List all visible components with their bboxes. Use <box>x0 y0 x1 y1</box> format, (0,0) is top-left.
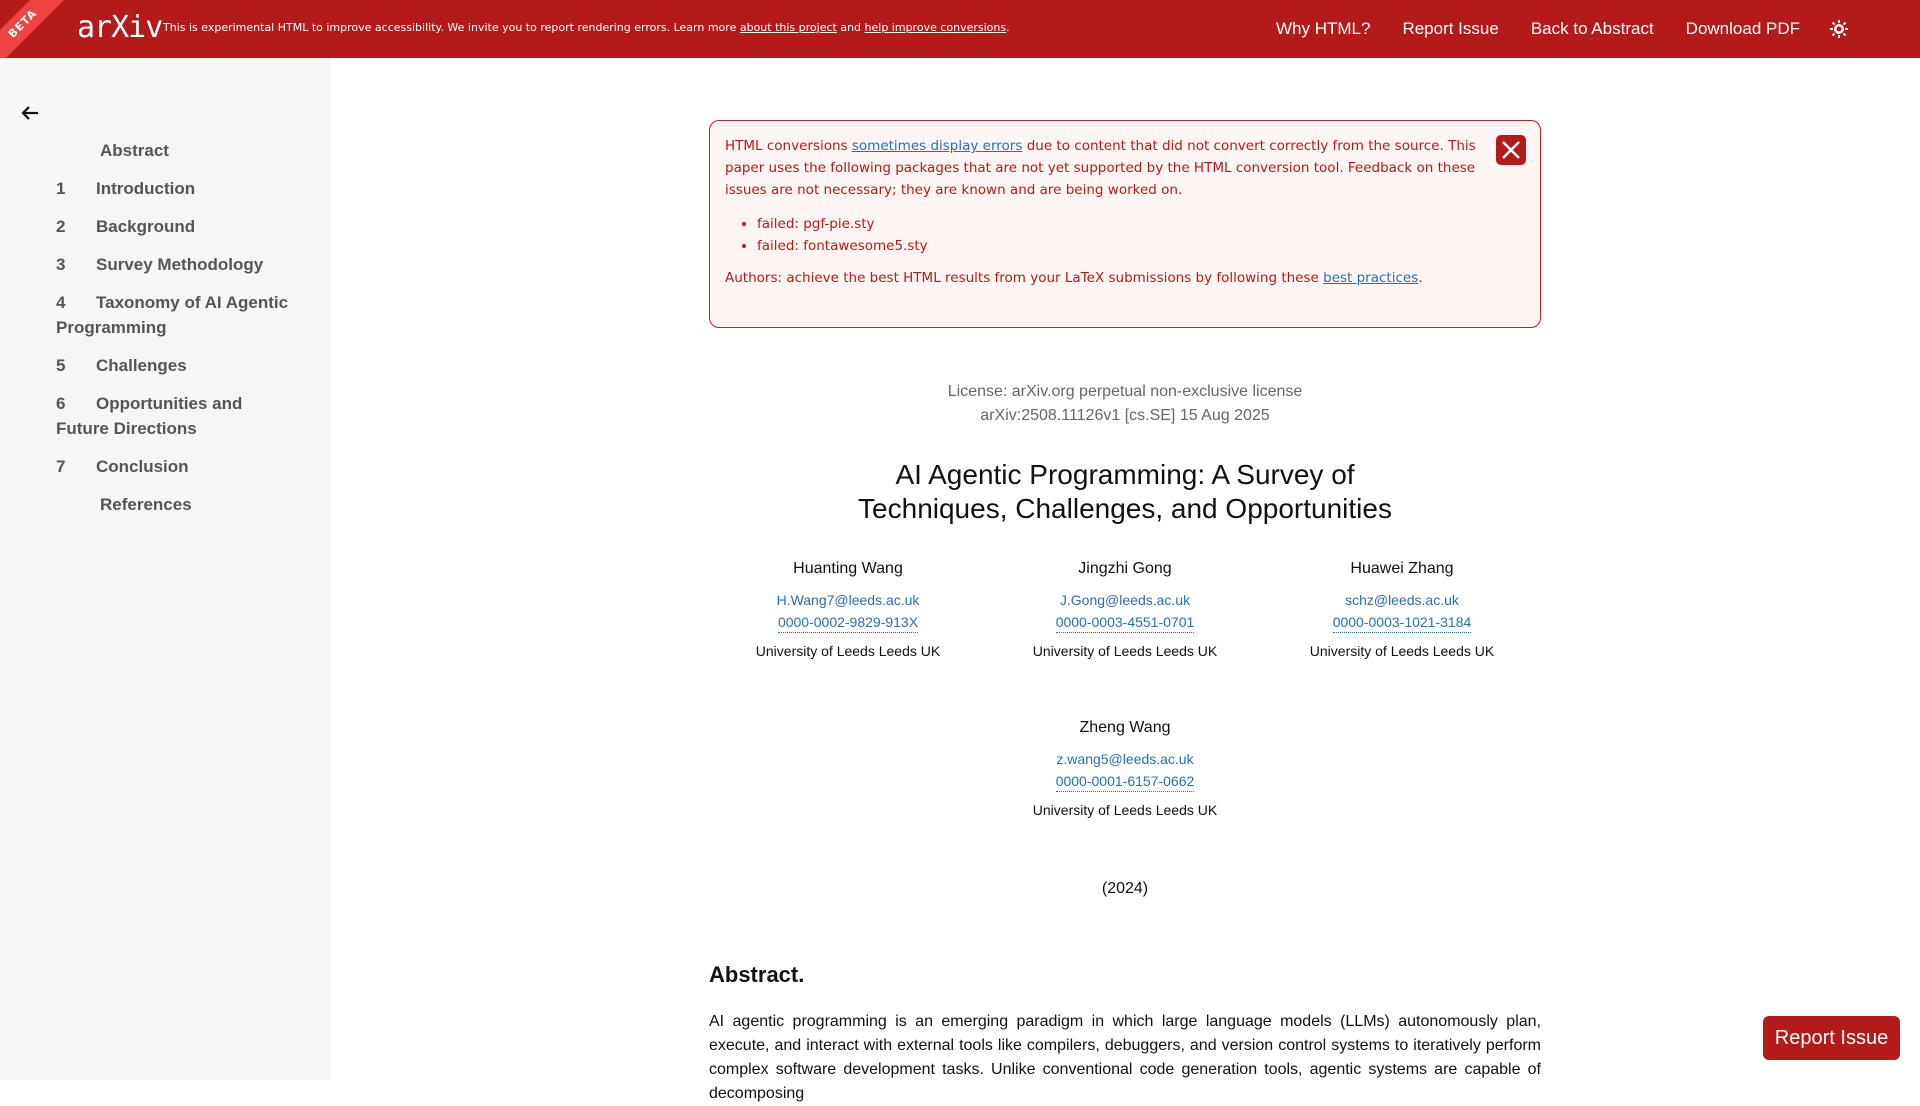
author-orcid[interactable]: 0000-0003-4551-0701 <box>1056 612 1195 633</box>
beta-ribbon: BETA <box>0 0 70 71</box>
toc-item-references[interactable] <box>0 492 330 517</box>
warning-text-2: due to content that did not convert correctly from the source. This paper uses the following packages that are not yet supported by the HTML conversion tool. Feedback on these issues are not necessary; they are known and are being worked on. <box>725 138 1476 198</box>
author-card <box>1272 558 1532 661</box>
arxiv-id: arXiv:2508.11126v1 [cs.SE] 15 Aug 2025 <box>980 407 1270 424</box>
toc-sidebar <box>0 58 330 1080</box>
nav-back-to-abstract[interactable]: Back to Abstract <box>1530 19 1654 38</box>
author-card <box>718 558 978 661</box>
about-project-link[interactable]: about this project <box>739 21 837 34</box>
toc-item-survey-methodology[interactable] <box>0 252 330 277</box>
nav-why-html[interactable]: Why HTML? <box>1275 19 1371 38</box>
author-orcid[interactable]: 0000-0003-1021-3184 <box>1333 612 1472 633</box>
toc-item-opportunities[interactable] <box>0 391 330 441</box>
author-affiliation: University of Leeds Leeds UK <box>1032 643 1218 659</box>
abstract-text: AI agentic programming is an emerging paradigm in which large language models (LLMs) autonomously plan, execute, and interact with external tools like compilers, debuggers, and version control systems to iteratively perform complex software development tasks. Unlike conventional code generation tools, agentic systems are capable of decomposing <box>709 1013 1541 1102</box>
author-affiliation: University of Leeds Leeds UK <box>1309 643 1495 659</box>
paper-title-line: Techniques, Challenges, and Opportunities <box>858 493 1392 524</box>
display-errors-link[interactable]: sometimes display errors <box>851 138 1023 154</box>
authors-note-text: Authors: achieve the best HTML results from your LaTeX submissions by following these <box>725 270 1319 286</box>
top-banner <box>0 0 1920 58</box>
toc-number: 7 <box>56 457 66 476</box>
toc-label: Background <box>96 217 196 236</box>
authors-note <box>725 267 1476 289</box>
nav-download-pdf[interactable]: Download PDF <box>1685 19 1800 38</box>
report-issue-button[interactable]: Report Issue <box>1763 1016 1900 1060</box>
author-name: Huanting Wang <box>793 560 903 577</box>
toc-label: Survey Methodology <box>96 255 264 274</box>
author-email[interactable]: z.wang5@leeds.ac.uk <box>1056 751 1194 767</box>
paper-title <box>709 458 1541 526</box>
abstract-heading: Abstract. <box>709 962 805 987</box>
toc-item-background[interactable] <box>0 214 330 239</box>
author-name: Jingzhi Gong <box>1078 560 1172 577</box>
toc-label: Introduction <box>96 179 196 198</box>
best-practices-link[interactable]: best practices <box>1323 270 1419 286</box>
arxiv-logo[interactable]: arXiv <box>77 10 163 45</box>
failed-packages-list <box>757 213 1476 257</box>
toc-label: References <box>100 495 192 514</box>
license-text: License: arXiv.org perpetual non-exclusive license <box>947 383 1303 400</box>
conversion-warning <box>709 120 1541 328</box>
failed-package-item: • failed: fontawesome5.sty <box>757 235 1476 257</box>
nav-report-issue[interactable]: Report Issue <box>1402 19 1499 38</box>
toc-item-conclusion[interactable] <box>0 454 330 479</box>
toc-label: Abstract <box>100 141 169 160</box>
author-affiliation: University of Leeds Leeds UK <box>1032 802 1218 818</box>
authors-note-end: . <box>1418 270 1423 286</box>
banner-note-and: and <box>840 21 862 34</box>
close-icon[interactable] <box>1496 135 1526 165</box>
toc-number: 4 <box>56 293 66 312</box>
author-card <box>995 717 1255 820</box>
author-affiliation: University of Leeds Leeds UK <box>755 643 941 659</box>
author-email[interactable]: H.Wang7@leeds.ac.uk <box>776 592 920 608</box>
toc-number: 3 <box>56 255 66 274</box>
banner-note-text: This is experimental HTML to improve accessibility. We invite you to report rendering errors. Learn more <box>163 21 737 34</box>
toc-label: Opportunities and Future Directions <box>56 394 243 438</box>
back-arrow-icon[interactable] <box>20 103 42 125</box>
toc-item-introduction[interactable] <box>0 176 330 201</box>
toc-list <box>0 138 330 530</box>
author-name: Zheng Wang <box>1079 719 1171 736</box>
theme-toggle-icon[interactable] <box>1828 18 1850 40</box>
help-improve-link[interactable]: help improve conversions <box>864 21 1007 34</box>
author-orcid[interactable]: 0000-0001-6157-0662 <box>1056 771 1195 792</box>
warning-paragraph <box>725 135 1476 201</box>
toc-label: Taxonomy of AI Agentic Programming <box>56 293 289 337</box>
author-orcid[interactable]: 0000-0002-9829-913X <box>778 612 918 633</box>
toc-number: 6 <box>56 394 66 413</box>
toc-label: Challenges <box>96 356 187 375</box>
banner-note <box>163 21 1010 34</box>
toc-label: Conclusion <box>96 457 189 476</box>
author-card <box>995 558 1255 661</box>
author-name: Huawei Zhang <box>1350 560 1454 577</box>
banner-note-end: . <box>1006 21 1010 34</box>
license-block <box>709 380 1541 428</box>
warning-text-1: HTML conversions <box>725 138 848 154</box>
toc-item-taxonomy[interactable] <box>0 290 330 340</box>
paper-year: (2024) <box>1101 880 1149 897</box>
toc-number: 1 <box>56 179 66 198</box>
toc-item-challenges[interactable] <box>0 353 330 378</box>
author-email[interactable]: J.Gong@leeds.ac.uk <box>1059 592 1191 608</box>
toc-number: 5 <box>56 356 66 375</box>
failed-package-item: • failed: pgf-pie.sty <box>757 213 1476 235</box>
top-nav <box>1276 0 1920 58</box>
toc-number: 2 <box>56 217 66 236</box>
toc-item-abstract[interactable] <box>0 138 330 163</box>
author-email[interactable]: schz@leeds.ac.uk <box>1345 592 1459 608</box>
paper-title-line: AI Agentic Programming: A Survey of <box>895 459 1355 490</box>
